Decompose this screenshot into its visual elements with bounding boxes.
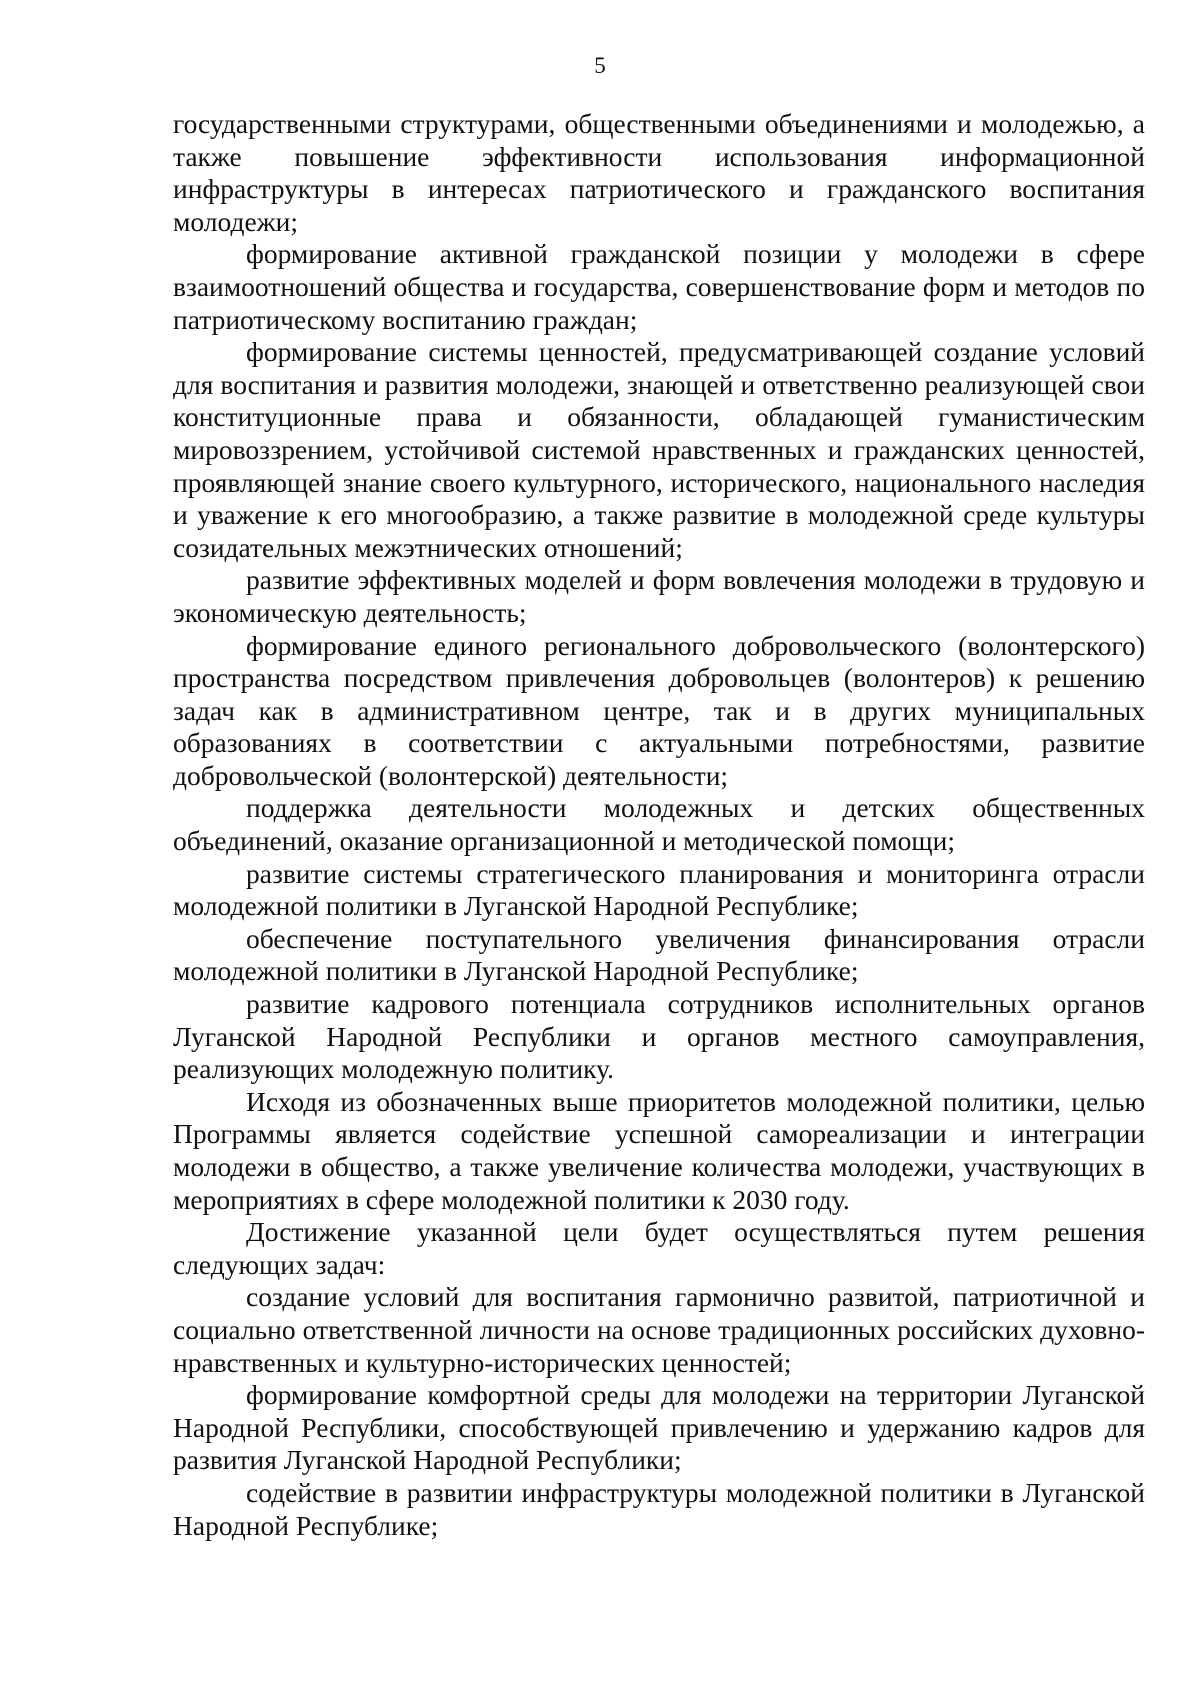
document-body	[173, 108, 1145, 1542]
paragraph-labor-involvement: развитие эффективных моделей и форм вовлечения молодежи в трудовую и экономическую деятельность;	[173, 564, 1145, 628]
paragraph-program-goal: Исходя из обозначенных выше приоритетов молодежной политики, целью Программы является содействие успешной самореализации и интеграции молодежи в общество, а также увеличение количества молодежи, участвующих в мероприятиях в сфере молодежной политики к 2030 году.	[173, 1085, 1145, 1215]
paragraph-staff-potential: развитие кадрового потенциала сотрудников исполнительных органов Луганской Народной Республики и органов местного самоуправления, реализующих молодежную политику.	[173, 988, 1145, 1085]
paragraph-strategic-planning: развитие системы стратегического планирования и мониторинга отрасли молодежной политики в Луганской Народной Республике;	[173, 857, 1145, 922]
paragraph-associations-support: поддержка деятельности молодежных и детских общественных объединений, оказание организационной и методической помощи;	[173, 792, 1145, 857]
paragraph-financing: обеспечение поступательного увеличения финансирования отрасли молодежной политики в Луганской Народной Республике;	[173, 922, 1145, 987]
paragraph-value-system: формирование системы ценностей, предусматривающей создание условий для воспитания и развития молодежи, знающей и ответственно реализующей свои конституционные права и обязанности, обладающей гуманистическим мировоззрением, устойчивой системой нравственных и гражданских ценностей, проявляющей знание своего культурного, исторического, национального наследия и уважение к его многообразию, а также развитие в молодежной среде культуры созидательных межэтнических отношений;	[173, 336, 1145, 563]
paragraph-tasks-intro: Достижение указанной цели будет осуществляться путем решения следующих задач:	[173, 1216, 1145, 1280]
paragraph-volunteer-space: формирование единого регионального добровольческого (волонтерского) пространства посредством привлечения добровольцев (волонтеров) к решению задач как в административном центре, так и в других муниципальных образованиях в соответствии с актуальными потребностями, развитие добровольческой (волонтерской) деятельности;	[173, 629, 1145, 791]
paragraph-civic-position: формирование активной гражданской позиции у молодежи в сфере взаимоотношений общества и государства, совершенствование форм и методов по патриотическому воспитанию граждан;	[173, 238, 1145, 335]
paragraph-continuation: государственными структурами, общественными объединениями и молодежью, а также повышение эффективности использования информационной инфраструктуры в интересах патриотического и гражданского воспитания молодежи;	[173, 108, 1145, 237]
paragraph-task-upbringing: создание условий для воспитания гармонично развитой, патриотичной и социально ответственной личности на основе традиционных российских духовно-нравственных и культурно-исторических ценностей;	[173, 1281, 1145, 1378]
paragraph-task-infrastructure: содействие в развитии инфраструктуры молодежной политики в Луганской Народной Республике;	[173, 1476, 1145, 1541]
paragraph-task-comfortable-environment: формирование комфортной среды для молодежи на территории Луганской Народной Республики, способствующей привлечению и удержанию кадров для развития Луганской Народной Республики;	[173, 1379, 1145, 1476]
page-number: 5	[594, 53, 606, 78]
